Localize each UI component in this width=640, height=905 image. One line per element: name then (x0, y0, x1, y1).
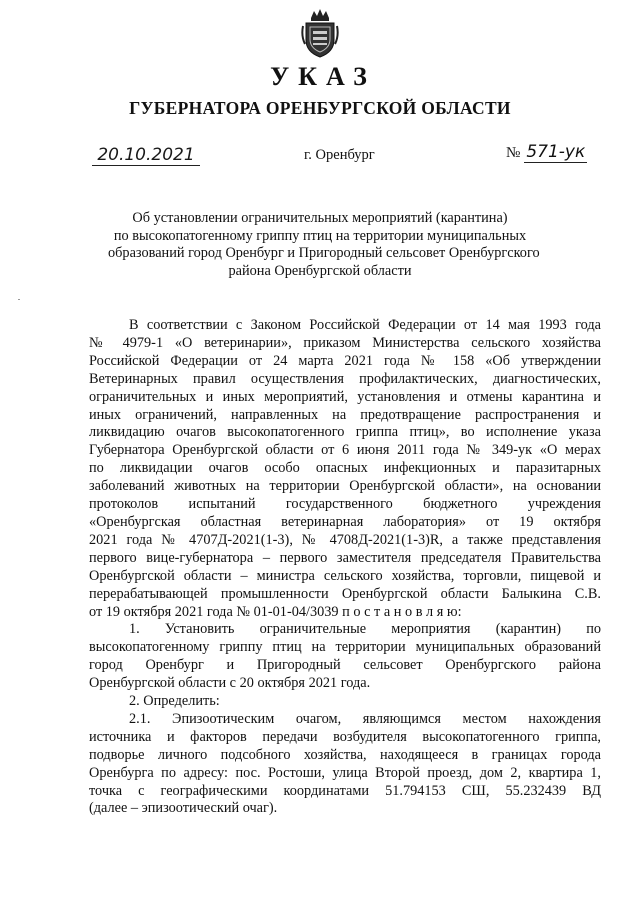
body-line: город Оренбург и Пригородный сельсовет Оренбургского района (89, 657, 601, 674)
body-line: 2. Определить: (129, 693, 220, 710)
body-line: Российской Федерации от 24 марта 2021 года № 158 «Об утверждении (89, 352, 601, 369)
body-line: высокопатогенному гриппу птиц на территории муниципальных образований (89, 639, 601, 656)
body-line: заболеваний животных на территории Оренбургской области», на основании (89, 478, 601, 495)
body-line: Губернатора Оренбургской области от 6 июня 2011 года № 349-ук «О мерах (89, 442, 601, 459)
body-line: перерабатывающей промышленности Оренбургской области Балыкина С.В. (89, 585, 601, 602)
body-line: ограничительных и иных мероприятий, установления и отмены карантина и (89, 388, 601, 405)
body-line: иных ограничений, направленных на предотвращение распространения и (89, 406, 601, 423)
body-line: «Оренбургская областная ветеринарная лаборатория» от 19 октября (89, 513, 601, 530)
number-value: 571-ук (526, 142, 586, 162)
heading-line: района Оренбургской области (228, 262, 412, 279)
body-line: 1. Установить ограничительные мероприятия (карантин) по (129, 621, 601, 638)
body-line: Оренбурга по адресу: пос. Ростоши, улица Второй проезд, дом 2, квартира 1, (89, 764, 601, 781)
document-number (506, 142, 587, 163)
body-line: Оренбургской области – министра сельского хозяйства, торговли, пищевой и (89, 567, 601, 584)
body-line: подворье личного подсобного хозяйства, находящееся в границах города (89, 746, 601, 763)
coat-of-arms-icon (301, 8, 339, 58)
body-line: источника и факторов передачи возбудителя высокопатогенного гриппа, (89, 728, 601, 745)
body-line: № 4979-1 «О ветеринарии», приказом Министерства сельского хозяйства (89, 334, 601, 351)
document-city: г. Оренбург (304, 147, 375, 163)
heading-line: Об установлении ограничительных мероприятий (карантина) (132, 210, 508, 226)
number-label: № (506, 145, 521, 161)
body-line: первого вице-губернатора – первого заместителя председателя Правительства (89, 549, 601, 566)
body-line: Оренбургской области с 20 октября 2021 года. (89, 675, 371, 692)
document-heading (108, 210, 540, 280)
document-title: УКАЗ (270, 62, 376, 91)
document-body (89, 317, 601, 818)
margin-mark (18, 299, 20, 300)
body-line: В соответствии с Законом Российской Федерации от 14 мая 1993 года (129, 317, 601, 333)
body-line: по ликвидации очагов особо опасных инфекционных и паразитарных (89, 460, 601, 477)
body-line: ликвидацию очагов высокопатогенного гриппа птиц», во исполнение указа (89, 424, 601, 441)
heading-line: образований город Оренбург и Пригородный сельсовет Оренбургского (108, 245, 540, 261)
body-line: 2.1. Эпизоотическим очагом, являющимся местом нахождения (129, 710, 601, 727)
document-issuer: ГУБЕРНАТОРА ОРЕНБУРГСКОЙ ОБЛАСТИ (129, 98, 511, 118)
body-line: (далее – эпизоотический очаг). (89, 800, 278, 817)
document-date: 20.10.2021 (92, 145, 200, 166)
body-line: 2021 года № 4707Д-2021(1-3), № 4708Д-2021(1-3)R, а также представления (89, 531, 601, 548)
heading-line: по высокопатогенному гриппу птиц на территории муниципальных (113, 227, 527, 244)
body-line: точка с географическими координатами 51.794153 СШ, 55.232439 ВД (89, 782, 601, 799)
body-line: от 19 октября 2021 года № 01-01-04/3039 п о с т а н о в л я ю: (89, 603, 462, 620)
body-line: Ветеринарных правил осуществления профилактических, диагностических, (89, 370, 601, 387)
body-line: протоколов испытаний государственного бюджетного учреждения (89, 496, 601, 513)
